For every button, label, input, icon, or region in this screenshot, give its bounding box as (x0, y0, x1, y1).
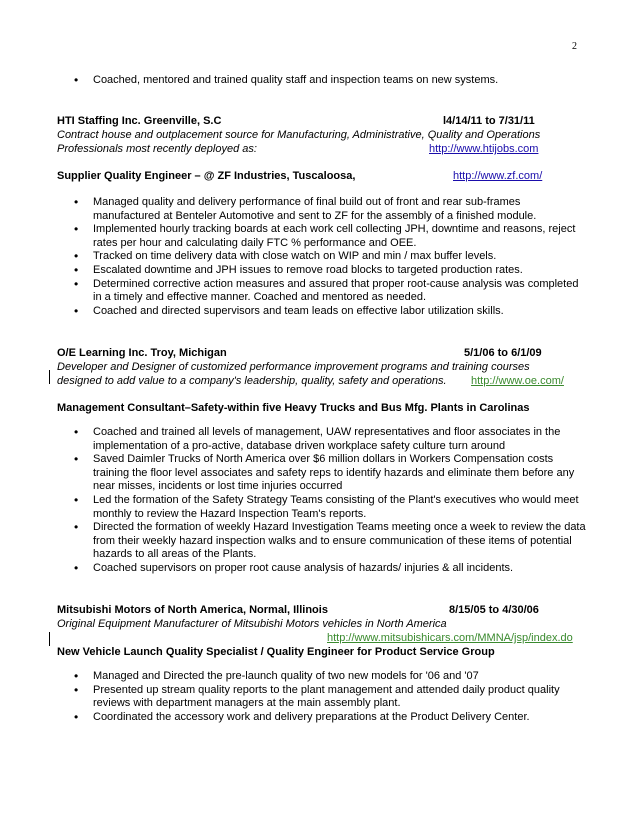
list-item: • Coached and directed supervisors and team leads on effective labor utilization skills. (57, 305, 587, 319)
list-item: • Coached and trained all levels of management, UAW representatives and floor associates in the implementation of a pro-active, database driven workplace safety culture turn around (57, 426, 587, 453)
oe-dates: 5/1/06 to 6/1/09 (464, 347, 542, 359)
oe-description-cont: designed to add value to a company's leadership, quality, safety and operations. (57, 375, 447, 387)
zf-link[interactable]: http://www.zf.com/ (453, 170, 543, 182)
oe-section (57, 347, 587, 389)
list-item: • Coached, mentored and trained quality staff and inspection teams on new systems. (57, 74, 587, 88)
revision-bar (49, 370, 50, 384)
list-item: • Implemented hourly tracking boards at each work cell collecting JPH, downtime and reasons, reject rates per hour and calculating daily FTC % performance and OEE. (57, 223, 587, 250)
page-number: 2 (572, 41, 577, 52)
mitsubishi-section (57, 604, 587, 660)
zf-bullets (57, 196, 587, 318)
list-item: • Coordinated the accessory work and delivery preparations at the Product Delivery Center. (57, 711, 587, 725)
hti-description-cont: Professionals most recently deployed as: (57, 143, 257, 155)
list-item: • Determined corrective action measures and assured that proper root-cause analysis was completed in a timely and effective manner. Coached and mentored as needed. (57, 278, 587, 305)
zf-section (57, 170, 587, 184)
list-item: • Tracked on time delivery data with close watch on WIP and min / max buffer levels. (57, 250, 587, 264)
hti-company: HTI Staffing Inc. Greenville, S.C (57, 115, 222, 127)
list-item: • Saved Daimler Trucks of North America over $6 million dollars in Workers Compensation costs training the floor level associates and safety reps to identify hazards and eliminate them before any near misses, incidents or lost time injuries occurred (57, 453, 587, 494)
mitsubishi-bullets (57, 670, 587, 724)
list-item: • Led the formation of the Safety Strategy Teams consisting of the Plant's executives who would meet monthly to review the Hazard Inspection Team's reports. (57, 494, 587, 521)
mgmt-job-title: Management Consultant–Safety-within five Heavy Trucks and Bus Mfg. Plants in Carolinas (57, 402, 530, 414)
oe-company: O/E Learning Inc. Troy, Michigan (57, 347, 227, 359)
mitsubishi-description: Original Equipment Manufacturer of Mitsubishi Motors vehicles in North America (57, 618, 447, 630)
mitsubishi-company: Mitsubishi Motors of North America, Normal, Illinois (57, 604, 328, 616)
list-item: • Managed quality and delivery performance of final build out of front and rear sub-frames manufactured at Benteler Automotive and sent to ZF for the assembly of a finished module. (57, 196, 587, 223)
mgmt-section (57, 402, 587, 416)
list-item: • Escalated downtime and JPH issues to remove road blocks to targeted production rates. (57, 264, 587, 278)
mitsubishi-job-title: New Vehicle Launch Quality Specialist / Quality Engineer for Product Service Group (57, 646, 495, 658)
list-item: • Presented up stream quality reports to the plant management and attended daily product quality reviews with department managers at the main assembly plant. (57, 684, 587, 711)
top-bullet-list (57, 74, 587, 88)
mgmt-bullets (57, 426, 587, 576)
list-item: • Directed the formation of weekly Hazard Investigation Teams meeting once a week to review the data from their weekly hazard inspection walks and to ensure communication of these items of potential hazards to all areas of the Plants. (57, 521, 587, 562)
hti-section (57, 115, 587, 157)
list-item: • Coached supervisors on proper root cause analysis of hazards/ injuries & all incidents. (57, 562, 587, 576)
oe-link[interactable]: http://www.oe.com/ (471, 375, 564, 387)
zf-job-title: Supplier Quality Engineer – @ ZF Industries, Tuscaloosa, (57, 170, 356, 182)
hti-dates: l4/14/11 to 7/31/11 (443, 115, 535, 127)
hti-link[interactable]: http://www.htijobs.com (429, 143, 539, 155)
mitsubishi-dates: 8/15/05 to 4/30/06 (449, 604, 539, 616)
hti-description: Contract house and outplacement source for Manufacturing, Administrative, Quality and Operations (57, 129, 541, 141)
list-item: • Managed and Directed the pre-launch quality of two new models for '06 and '07 (57, 670, 587, 684)
oe-description: Developer and Designer of customized performance improvement programs and training courses (57, 361, 530, 373)
mitsubishi-link[interactable]: http://www.mitsubishicars.com/MMNA/jsp/index.do (327, 632, 573, 644)
revision-bar (49, 632, 50, 646)
